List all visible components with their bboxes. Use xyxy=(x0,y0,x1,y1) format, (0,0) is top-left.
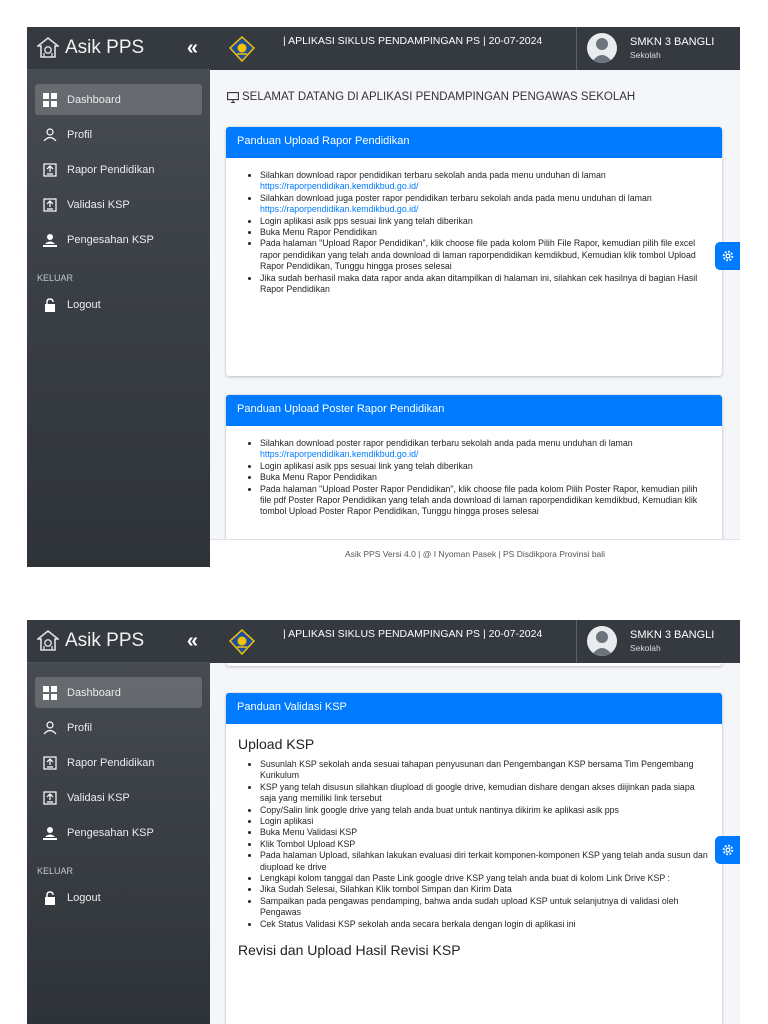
list-item: • Login aplikasi asik pps sesuai link yang telah diberikan xyxy=(260,461,710,472)
sidebar-item-label: Validasi KSP xyxy=(67,791,130,804)
card-title: Panduan Validasi KSP xyxy=(226,693,722,724)
sidebar-item-label: Pengesahan KSP xyxy=(67,826,154,839)
sidebar-menu xyxy=(27,663,210,913)
collapse-sidebar-icon[interactable]: « xyxy=(186,37,198,59)
sidebar-item-pengesahan-ksp[interactable] xyxy=(35,817,202,848)
welcome-heading xyxy=(210,70,740,103)
list-item: • Silahkan download rapor pendidikan terbaru sekolah anda pada menu unduhan di laman https://raporpendidikan.kemdikbud.go.id/ xyxy=(260,170,710,193)
sidebar-item-profil[interactable] xyxy=(35,119,202,150)
school-role: Sekolah xyxy=(630,50,661,60)
list-item: • Silahkan download poster rapor pendidikan terbaru sekolah anda pada menu unduhan di laman https://raporpendidikan.kemdikbud.go.id/ xyxy=(260,438,710,461)
instruction-list xyxy=(260,759,710,930)
avatar-person-icon xyxy=(587,626,617,656)
dashboard-icon xyxy=(43,686,57,700)
rapor-link[interactable]: https://raporpendidikan.kemdikbud.go.id/ xyxy=(260,181,419,192)
sidebar-item-pengesahan-ksp[interactable] xyxy=(35,224,202,255)
upload-box-icon xyxy=(43,756,57,770)
brand-name: Asik PPS xyxy=(65,630,145,651)
upload-box-icon xyxy=(43,198,57,212)
brand[interactable] xyxy=(27,27,210,70)
upload-box-icon xyxy=(43,163,57,177)
sidebar xyxy=(27,27,210,567)
card-previous-edge xyxy=(226,663,722,666)
list-item: • Klik Tombol Upload KSP xyxy=(260,839,710,850)
collapse-sidebar-icon[interactable]: « xyxy=(186,630,198,652)
sidebar-item-label: Profil xyxy=(67,721,93,734)
list-item: • Cek Status Validasi KSP sekolah anda secara berkala dengan login di aplikasi ini xyxy=(260,919,710,930)
section-title-upload-ksp: Upload KSP xyxy=(238,736,315,752)
sidebar-item-label: Rapor Pendidikan xyxy=(67,163,155,176)
lock-icon xyxy=(43,298,57,312)
user-sign-icon xyxy=(43,826,57,840)
section-title-revisi-ksp: Revisi dan Upload Hasil Revisi KSP xyxy=(238,942,461,959)
instruction-list xyxy=(260,170,710,295)
avatar[interactable] xyxy=(587,626,617,656)
sidebar-item-dashboard[interactable] xyxy=(35,677,202,708)
sidebar-item-profil[interactable] xyxy=(35,712,202,743)
list-item: • Lengkapi kolom tanggal dan Paste Link google drive KSP yang telah anda buat di kolom Link Drive KSP : xyxy=(260,873,710,884)
sidebar-item-rapor-pendidikan[interactable] xyxy=(35,747,202,778)
list-item: • Login aplikasi xyxy=(260,816,710,827)
list-item: • Buka Menu Validasi KSP xyxy=(260,827,710,838)
topbar xyxy=(210,620,740,663)
lock-icon xyxy=(43,891,57,905)
list-item: • KSP yang telah disusun silahkan diupload di google drive, kemudian dishare dengan akses diijinkan pada siapa saja yang memiliki link tersebut xyxy=(260,782,710,805)
footer: Asik PPS Versi 4.0 | @ I Nyoman Pasek | PS Disdikpora Provinsi bali xyxy=(210,539,740,567)
gear-icon xyxy=(721,249,735,263)
topbar-divider xyxy=(576,620,577,663)
sidebar-item-dashboard[interactable] xyxy=(35,84,202,115)
screen-panel-top xyxy=(27,27,740,567)
list-item: • Pada halaman "Upload Poster Rapor Pendidikan", klik choose file pada kolom Pilih Poster Rapor, kemudian pilih file pdf Poster Rapor Pendidikan yang telah anda download di laman raporpendidikan kemdikbud, Kemudian klik tombol Upload Poster Rapor Pendidikan, Tunggu hingga proses selesai xyxy=(260,484,710,518)
list-item: • Login aplikasi asik pps sesuai link yang telah diberikan xyxy=(260,216,710,227)
list-item: • Buka Menu Rapor Pendidikan xyxy=(260,227,710,238)
sidebar-item-label: Logout xyxy=(67,891,101,904)
app-header-title: | APLIKASI SIKLUS PENDAMPINGAN PS | 20-07-2024 xyxy=(283,628,543,640)
school-name[interactable]: SMKN 3 BANGLI xyxy=(630,36,715,48)
app-header-title: | APLIKASI SIKLUS PENDAMPINGAN PS | 20-07-2024 xyxy=(283,35,543,47)
avatar[interactable] xyxy=(587,33,617,63)
instruction-list xyxy=(260,438,710,518)
main-content xyxy=(210,663,740,1024)
sidebar-item-logout[interactable] xyxy=(35,289,202,320)
brand-name: Asik PPS xyxy=(65,37,145,58)
sidebar-section-header: KELUAR xyxy=(37,866,74,876)
user-icon xyxy=(43,128,57,142)
sidebar-item-rapor-pendidikan[interactable] xyxy=(35,154,202,185)
welcome-text: SELAMAT DATANG DI APLIKASI PENDAMPINGAN PENGAWAS SEKOLAH xyxy=(242,91,636,103)
list-item: • Sampaikan pada pengawas pendamping, bahwa anda sudah upload KSP untuk selanjutnya di validasi oleh Pengawas xyxy=(260,896,710,919)
school-name[interactable]: SMKN 3 BANGLI xyxy=(630,629,715,641)
brand[interactable] xyxy=(27,620,210,663)
card-body xyxy=(226,158,722,305)
logo-icon xyxy=(37,630,59,652)
card-panduan-validasi-ksp xyxy=(226,693,722,1024)
avatar-person-icon xyxy=(587,33,617,63)
emblem-icon xyxy=(229,629,255,655)
screen-panel-bottom xyxy=(27,620,740,1024)
sidebar-item-label: Dashboard xyxy=(67,686,121,699)
topbar xyxy=(210,27,740,70)
main-content xyxy=(210,70,740,567)
sidebar-item-label: Rapor Pendidikan xyxy=(67,756,155,769)
logo-icon xyxy=(37,37,59,59)
card-title: Panduan Upload Rapor Pendidikan xyxy=(226,127,722,158)
list-item: • Copy/Salin link google drive yang telah anda buat untuk nantinya dikirim ke aplikasi asik pps xyxy=(260,805,710,816)
list-item: • Buka Menu Rapor Pendidikan xyxy=(260,472,710,483)
rapor-link[interactable]: https://raporpendidikan.kemdikbud.go.id/ xyxy=(260,204,419,215)
monitor-icon xyxy=(227,92,239,103)
settings-button[interactable] xyxy=(715,836,740,864)
card-panduan-rapor xyxy=(226,127,722,376)
emblem-icon xyxy=(229,36,255,62)
card-body xyxy=(226,724,722,975)
dashboard-icon xyxy=(43,93,57,107)
upload-box-icon xyxy=(43,791,57,805)
list-item: • Jika sudah berhasil maka data rapor anda akan ditampilkan di halaman ini, silahkan cek hasilnya di bagian Hasil Rapor Pendidikan xyxy=(260,273,710,296)
sidebar-item-label: Validasi KSP xyxy=(67,198,130,211)
sidebar-item-label: Pengesahan KSP xyxy=(67,233,154,246)
sidebar xyxy=(27,620,210,1024)
sidebar-item-label: Logout xyxy=(67,298,101,311)
sidebar-menu xyxy=(27,70,210,320)
school-role: Sekolah xyxy=(630,643,661,653)
sidebar-item-validasi-ksp[interactable] xyxy=(35,782,202,813)
sidebar-item-validasi-ksp[interactable] xyxy=(35,189,202,220)
sidebar-item-label: Dashboard xyxy=(67,93,121,106)
list-item: • Pada halaman Upload, silahkan lakukan evaluasi diri terkait komponen-komponen KSP yang telah anda susun dan diupload ke drive xyxy=(260,850,710,873)
card-title: Panduan Upload Poster Rapor Pendidikan xyxy=(226,395,722,426)
list-item: • Silahkan download juga poster rapor pendidikan terbaru sekolah anda pada menu unduhan di laman https://raporpendidikan.kemdikbud.go.id/ xyxy=(260,193,710,216)
card-body xyxy=(226,426,722,528)
user-sign-icon xyxy=(43,233,57,247)
list-item: • Pada halaman "Upload Rapor Pendidikan", klik choose file pada kolom Pilih File Rapor, kemudian pilih file excel rapor pendidikan yang telah anda download di laman raporpendidikan kemdikbud, Kemudian klik tombol Upload Rapor Pendidikan, Tunggu hingga proses selesai xyxy=(260,238,710,272)
gear-icon xyxy=(721,843,735,857)
list-item: • Jika Sudah Selesai, Silahkan Klik tombol Simpan dan Kirim Data xyxy=(260,884,710,895)
list-item: • Susunlah KSP sekolah anda sesuai tahapan penyusunan dan Pengembangan KSP bersama Tim Pengembang Kurikulum xyxy=(260,759,710,782)
settings-button[interactable] xyxy=(715,242,740,270)
sidebar-item-logout[interactable] xyxy=(35,882,202,913)
rapor-link[interactable]: https://raporpendidikan.kemdikbud.go.id/ xyxy=(260,449,419,460)
user-icon xyxy=(43,721,57,735)
sidebar-section-header: KELUAR xyxy=(37,273,74,283)
topbar-divider xyxy=(576,27,577,70)
sidebar-item-label: Profil xyxy=(67,128,93,141)
